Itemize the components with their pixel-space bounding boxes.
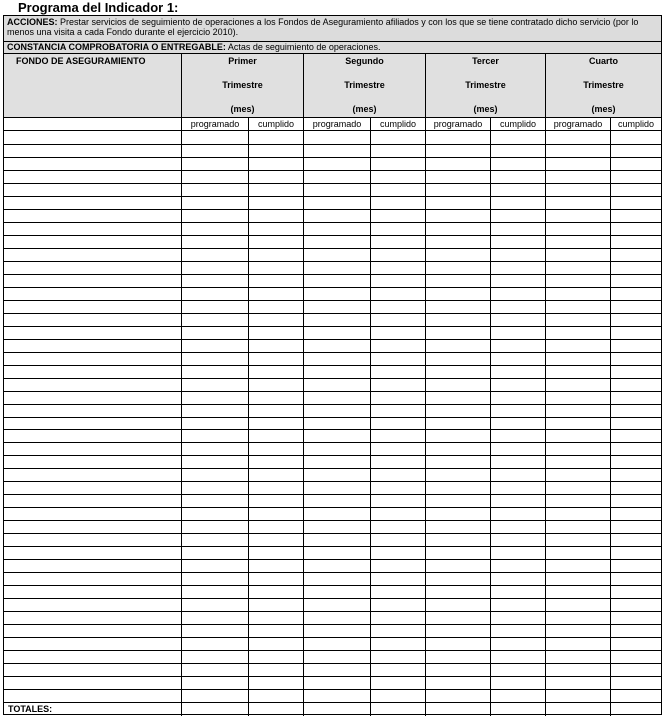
table-row-divider <box>4 365 661 366</box>
table-row-divider <box>4 391 661 392</box>
subheader-cumplido: cumplido <box>610 118 661 131</box>
totals-label: TOTALES: <box>8 704 53 714</box>
table-row-divider <box>4 326 661 327</box>
quarter-unit: (mes) <box>591 104 616 114</box>
constancia-text: Actas de seguimiento de operaciones. <box>225 42 381 52</box>
quarter-name: Tercer <box>472 56 499 66</box>
table-row-divider <box>4 624 661 625</box>
column-divider <box>490 131 491 716</box>
page-title: Programa del Indicador 1: <box>18 0 179 15</box>
table-row-divider <box>4 585 661 586</box>
subheader-programado: programado <box>303 118 370 131</box>
table-row-divider <box>4 313 661 314</box>
table-row-divider <box>4 598 661 599</box>
table-row-divider <box>4 481 661 482</box>
table-row-divider <box>4 235 661 236</box>
table-row-divider <box>4 222 661 223</box>
quarter-unit: (mes) <box>473 104 498 114</box>
subheader-programado: programado <box>181 118 248 131</box>
table-row-divider <box>4 650 661 651</box>
table-row-divider <box>4 339 661 340</box>
quarter-name: Segundo <box>345 56 384 66</box>
quarter-period: Trimestre <box>583 80 624 90</box>
table-row-divider <box>4 637 661 638</box>
quarter-name: Cuarto <box>589 56 618 66</box>
table-row-divider <box>4 559 661 560</box>
constancia-label: CONSTANCIA COMPROBATORIA O ENTREGABLE: <box>7 42 226 52</box>
table-row-divider <box>4 533 661 534</box>
table-row-divider <box>4 494 661 495</box>
subheader-cumplido: cumplido <box>248 118 303 131</box>
table-row-divider <box>4 300 661 301</box>
table-row-divider <box>4 196 661 197</box>
quarter-unit: (mes) <box>352 104 377 114</box>
quarter-period: Trimestre <box>344 80 385 90</box>
subheader-programado: programado <box>545 118 610 131</box>
table-row-divider <box>4 676 661 677</box>
table-row-divider <box>4 572 661 573</box>
table-row-divider <box>4 157 661 158</box>
quarter-period: Trimestre <box>222 80 263 90</box>
table-row-divider <box>4 468 661 469</box>
table-row-divider <box>4 144 661 145</box>
table-row-divider <box>4 274 661 275</box>
table-row-divider <box>4 520 661 521</box>
column-divider <box>610 131 611 716</box>
constancia-row <box>4 42 661 54</box>
subheader-cumplido: cumplido <box>490 118 545 131</box>
table-row-divider <box>4 455 661 456</box>
table-row-divider <box>4 352 661 353</box>
acciones-text: Prestar servicios de seguimiento de operaciones a los Fondos de Aseguramiento afiliados y con los que se tiene contratado dicho servicio (por lo menos una visita a cada Fondo durante el ejercicio 2010). <box>7 17 639 37</box>
table-row-divider <box>4 248 661 249</box>
table-body <box>4 131 661 702</box>
column-divider <box>370 131 371 716</box>
fondo-header: FONDO DE ASEGURAMIENTO <box>16 56 146 66</box>
quarter-unit: (mes) <box>230 104 255 114</box>
table-row-divider <box>4 442 661 443</box>
table-row-divider <box>4 170 661 171</box>
subheader-cumplido: cumplido <box>370 118 425 131</box>
column-divider <box>303 131 304 716</box>
table-row-divider <box>4 209 661 210</box>
subheader-blank <box>4 118 181 131</box>
table-row-divider <box>4 183 661 184</box>
table-row-divider <box>4 378 661 379</box>
quarter-header-2 <box>303 54 425 117</box>
table-row-divider <box>4 546 661 547</box>
table-row-divider <box>4 663 661 664</box>
subheader-programado: programado <box>425 118 490 131</box>
acciones-row <box>4 16 661 42</box>
quarter-header-3 <box>425 54 545 117</box>
table-row-divider <box>4 429 661 430</box>
column-divider <box>181 131 182 716</box>
quarter-name: Primer <box>228 56 257 66</box>
table-row-divider <box>4 611 661 612</box>
table-row-divider <box>4 261 661 262</box>
column-divider <box>248 131 249 716</box>
table-row-divider <box>4 702 661 703</box>
table-header <box>4 54 661 118</box>
column-divider <box>425 131 426 716</box>
table-row-divider <box>4 507 661 508</box>
table-row-divider <box>4 689 661 690</box>
table-row-divider <box>4 404 661 405</box>
table-row-divider <box>4 417 661 418</box>
quarter-header-4 <box>545 54 661 117</box>
table-row-divider <box>4 287 661 288</box>
quarter-period: Trimestre <box>465 80 506 90</box>
acciones-label: ACCIONES: <box>7 17 58 27</box>
indicator-table <box>3 15 662 715</box>
column-divider <box>545 131 546 716</box>
quarter-header-1 <box>181 54 303 117</box>
